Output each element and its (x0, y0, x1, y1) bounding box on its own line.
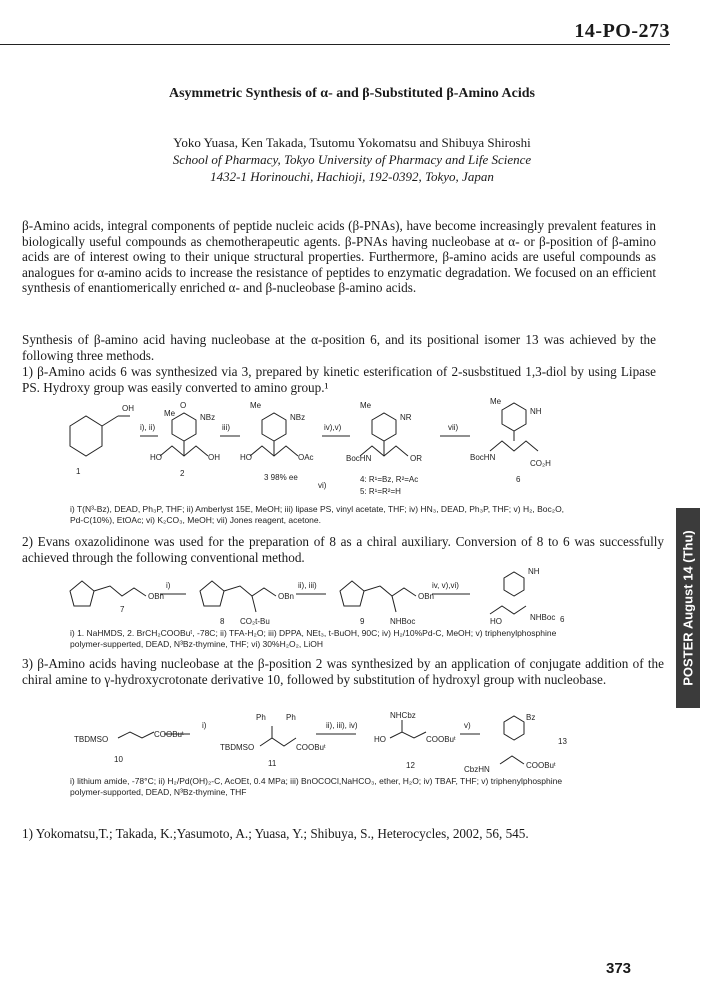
svg-text:HO: HO (240, 453, 252, 462)
scheme-3-conditions: i) lithium amide, -78°C; ii) H₂/Pd(OH)₂-C, AcOEt, 0.4 MPa; iii) BnOCOCl,NaHCO₃, ether, H₂O; iv) TBAF, THF; v) triphenylphosphine polymer-supported, DEAD, N³Bz-thymine, THF (70, 776, 563, 797)
svg-text:OAc: OAc (298, 453, 314, 462)
svg-text:vi): vi) (318, 481, 327, 490)
poster-date-tab (676, 508, 700, 708)
svg-text:NBz: NBz (290, 413, 306, 422)
svg-text:CO₂t-Bu: CO₂t-Bu (240, 617, 270, 626)
intro-paragraph: β-Amino acids, integral components of peptide nucleic acids (β-PNAs), have become increasingly prevalent features in biologically useful compounds as chemotherapeutic agents. β-PNAs having nucleobase at α- or β-position of β-amino acids are of interest owing to their unique structural properties. Furthermore, β-amino acids are useful compounds as analogues for α-amino acids to increase the resistance of peptides to enzymatic degradation. We focused on an efficient synthesis of enantiomerically enriched α- and β-nucleobase β-amino acids. (22, 218, 656, 296)
paper-title: Asymmetric Synthesis of α- and β-Substituted β-Amino Acids (169, 86, 535, 101)
svg-text:ii), iii), iv): ii), iii), iv) (326, 721, 358, 730)
paragraph-method-3: 3) β-Amino acids having nucleobase at the β-position 2 was synthesized by an application of conjugate addition of the chiral amine to γ-hydroxycrotonate derivative 10, followed by substitution of hydroxyl group with nucleobase. (22, 656, 664, 687)
svg-text:i): i) (166, 581, 171, 590)
svg-text:CO₂H: CO₂H (530, 459, 551, 468)
svg-text:8: 8 (220, 617, 225, 626)
svg-text:2: 2 (180, 469, 185, 478)
svg-text:3 98% ee: 3 98% ee (264, 473, 298, 482)
author-names: Yoko Yuasa, Ken Takada, Tsutomu Yokomatsu and Shibuya Shiroshi (173, 135, 531, 150)
address: 1432-1 Horinouchi, Hachioji, 192-0392, Tokyo, Japan (210, 169, 494, 184)
svg-text:i): i) (202, 721, 207, 730)
svg-text:O: O (180, 401, 187, 410)
svg-text:COOBuᵗ: COOBuᵗ (426, 735, 456, 744)
svg-text:i), ii): i), ii) (140, 423, 156, 432)
scheme-2-structures (60, 566, 580, 626)
svg-text:NH: NH (528, 567, 540, 576)
svg-text:6: 6 (560, 615, 565, 624)
svg-text:iv),v): iv),v) (324, 423, 342, 432)
svg-text:OR: OR (410, 454, 422, 463)
header-rule (0, 44, 670, 45)
svg-text:COOBuᵗ: COOBuᵗ (296, 743, 326, 752)
svg-text:BocHN: BocHN (346, 454, 372, 463)
scheme-3-structures (60, 706, 580, 776)
svg-text:CbzHN: CbzHN (464, 765, 490, 774)
scheme-2-conditions: i) 1. NaHMDS, 2. BrCH₂COOBuᵗ, -78C; ii) TFA-H₂O; iii) DPPA, NEt₃, t-BuOH, 90C; iv) H₂/10%Pd-C, MeOH; v) triphenylphosphine polymer-supperted, DEAD, N³Bz-thymine, THF; vi) 30%H₂O₂, LiOH (70, 628, 557, 649)
page-number: 373 (606, 960, 632, 977)
svg-text:NBz: NBz (200, 413, 216, 422)
svg-text:7: 7 (120, 605, 125, 614)
svg-text:iv, v),vi): iv, v),vi) (432, 581, 459, 590)
svg-text:6: 6 (516, 475, 521, 484)
svg-text:TBDMSO: TBDMSO (220, 743, 255, 752)
svg-text:v): v) (464, 721, 471, 730)
svg-text:Ph: Ph (286, 713, 296, 722)
paragraph-method-2: 2) Evans oxazolidinone was used for the preparation of 8 as a chiral auxiliary. Conversion of 8 to 6 was successfully achieved through the following conventional method. (22, 534, 664, 565)
svg-text:HO: HO (490, 617, 502, 626)
svg-text:10: 10 (114, 755, 123, 764)
paragraph-methods: Synthesis of β-amino acid having nucleobase at the α-position 6, and its positional isomer 13 was achieved by the following three methods. (22, 332, 656, 363)
affiliation: School of Pharmacy, Tokyo University of Pharmacy and Life Science (172, 152, 532, 167)
svg-text:OH: OH (122, 404, 134, 413)
svg-text:COOBuᵗ: COOBuᵗ (526, 761, 556, 770)
svg-text:Me: Me (250, 401, 262, 410)
svg-text:OBn: OBn (278, 592, 295, 601)
poster-date-label: POSTER August 14 (Thu) (680, 530, 696, 686)
svg-text:Bz: Bz (526, 713, 536, 722)
svg-text:Me: Me (360, 401, 372, 410)
scheme-1-conditions: i) T(N³-Bz), DEAD, Ph₃P, THF; ii) Amberlyst 15E, MeOH; iii) lipase PS, vinyl acetate, THF; iv) HN₃, DEAD, Ph₃P, THF; v) H₂, Boc₂O, Pd-C(10%), EtOAc; vi) K₂CO₃, MeOH; vii) Jones reagent, acetone. (70, 504, 565, 525)
svg-text:NHCbz: NHCbz (390, 711, 416, 720)
paragraph-method-1: 1) β-Amino acids 6 was synthesized via 3, prepared by kinetic esterification of 2-susbstitued 1,3-diol by using Lipase PS. Hydroxy group was easily converted to amino group.¹ (22, 364, 656, 395)
svg-text:OBn: OBn (418, 592, 435, 601)
svg-text:1: 1 (76, 467, 81, 476)
svg-text:NHBoc: NHBoc (530, 613, 556, 622)
svg-text:Me: Me (164, 409, 176, 418)
svg-text:9: 9 (360, 617, 365, 626)
scheme-1-structures (60, 396, 580, 500)
author-block (0, 134, 704, 185)
svg-text:Me: Me (490, 397, 502, 406)
svg-text:NR: NR (400, 413, 412, 422)
svg-text:Ph: Ph (256, 713, 266, 722)
svg-text:HO: HO (150, 453, 162, 462)
svg-text:vii): vii) (448, 423, 459, 432)
svg-text:ii), iii): ii), iii) (298, 581, 317, 590)
svg-text:OH: OH (208, 453, 220, 462)
reference: 1) Yokomatsu,T.; Takada, K.;Yasumoto, A.; Yuasa, Y.; Shibuya, S., Heterocycles, 2002, 56, 545. (22, 826, 529, 841)
svg-text:5: R¹=R²=H: 5: R¹=R²=H (360, 487, 401, 496)
svg-text:12: 12 (406, 761, 415, 770)
svg-text:OBn: OBn (148, 592, 165, 601)
svg-text:NHBoc: NHBoc (390, 617, 416, 626)
svg-text:iii): iii) (222, 423, 230, 432)
svg-text:TBDMSO: TBDMSO (74, 735, 109, 744)
svg-text:13: 13 (558, 737, 567, 746)
svg-text:4: R¹=Bz, R²=Ac: 4: R¹=Bz, R²=Ac (360, 475, 419, 484)
svg-text:11: 11 (268, 759, 277, 768)
poster-code: 14-PO-273 (574, 20, 670, 42)
svg-text:BocHN: BocHN (470, 453, 496, 462)
svg-text:HO: HO (374, 735, 386, 744)
svg-text:NH: NH (530, 407, 542, 416)
svg-text:COOBuᵗ: COOBuᵗ (154, 730, 184, 739)
